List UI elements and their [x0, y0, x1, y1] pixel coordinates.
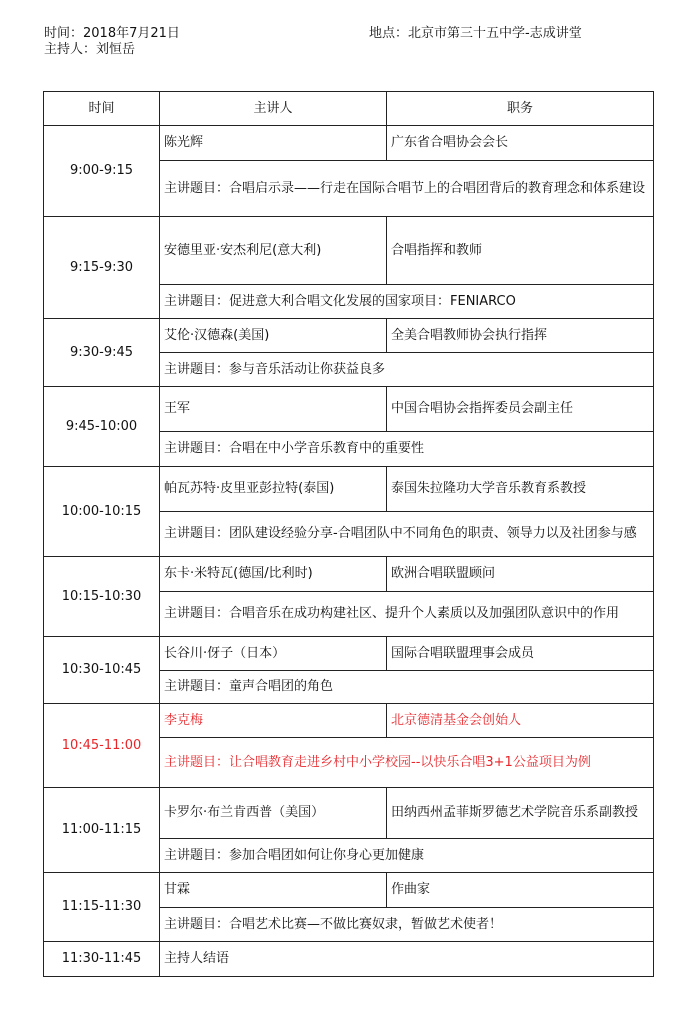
schedule-table — [43, 91, 654, 977]
session-time: 9:45-10:00 — [44, 387, 160, 467]
session-time: 10:45-11:00 — [44, 704, 160, 788]
session-speaker: 陈光辉 — [160, 126, 387, 161]
column-header-position: 职务 — [387, 92, 654, 126]
session-time: 9:30-9:45 — [44, 319, 160, 387]
session-position: 国际合唱联盟理事会成员 — [387, 637, 654, 671]
session-position: 泰国朱拉隆功大学音乐教育系教授 — [387, 467, 654, 512]
session-topic: 主讲题目：合唱启示录——行走在国际合唱节上的合唱团背后的教育理念和体系建设 — [160, 161, 654, 217]
header-row — [44, 92, 654, 126]
session-topic: 主讲题目：参与音乐活动让你获益良多 — [160, 353, 654, 387]
session-topic: 主讲题目：让合唱教育走进乡村中小学校园--以快乐合唱3+1公益项目为例 — [160, 738, 654, 788]
session-position: 中国合唱协会指挥委员会副主任 — [387, 387, 654, 432]
session-row-highlighted — [44, 704, 654, 738]
session-time: 10:00-10:15 — [44, 467, 160, 557]
session-position: 全美合唱教师协会执行指挥 — [387, 319, 654, 353]
session-speaker: 王军 — [160, 387, 387, 432]
session-speaker: 东卡·米特瓦(德国/比利时) — [160, 557, 387, 592]
session-row — [44, 788, 654, 839]
session-speaker: 卡罗尔·布兰肯西普（美国） — [160, 788, 387, 839]
session-time: 9:00-9:15 — [44, 126, 160, 217]
event-date: 时间：2018年7月21日 — [44, 26, 180, 41]
session-speaker: 安德里亚·安杰利尼(意大利) — [160, 217, 387, 285]
session-time: 11:15-11:30 — [44, 873, 160, 942]
closing-text: 主持人结语 — [160, 942, 654, 977]
closing-row — [44, 942, 654, 977]
session-position: 北京德清基金会创始人 — [387, 704, 654, 738]
column-header-speaker: 主讲人 — [160, 92, 387, 126]
session-row — [44, 873, 654, 908]
session-position: 广东省合唱协会会长 — [387, 126, 654, 161]
closing-time: 11:30-11:45 — [44, 942, 160, 977]
session-row — [44, 467, 654, 512]
session-speaker: 甘霖 — [160, 873, 387, 908]
column-header-time: 时间 — [44, 92, 160, 126]
session-row — [44, 126, 654, 161]
session-topic: 主讲题目：合唱在中小学音乐教育中的重要性 — [160, 432, 654, 467]
session-speaker: 长谷川·伢子（日本） — [160, 637, 387, 671]
session-topic: 主讲题目：童声合唱团的角色 — [160, 671, 654, 704]
session-topic: 主讲题目：团队建设经验分享-合唱团队中不同角色的职责、领导力以及社团参与感 — [160, 512, 654, 557]
session-row — [44, 217, 654, 285]
session-position: 欧洲合唱联盟顾问 — [387, 557, 654, 592]
session-time: 11:00-11:15 — [44, 788, 160, 873]
session-speaker: 帕瓦苏特·皮里亚彭拉特(泰国) — [160, 467, 387, 512]
session-row — [44, 387, 654, 432]
session-speaker: 艾伦·汉德森(美国) — [160, 319, 387, 353]
session-row — [44, 319, 654, 353]
event-location: 地点：北京市第三十五中学-志成讲堂 — [369, 26, 582, 41]
session-position: 田纳西州孟菲斯罗德艺术学院音乐系副教授 — [387, 788, 654, 839]
event-host: 主持人：刘恒岳 — [44, 42, 136, 57]
session-topic: 主讲题目：参加合唱团如何让你身心更加健康 — [160, 839, 654, 873]
session-row — [44, 557, 654, 592]
session-time: 10:30-10:45 — [44, 637, 160, 704]
session-topic: 主讲题目：合唱音乐在成功构建社区、提升个人素质以及加强团队意识中的作用 — [160, 592, 654, 637]
session-position: 作曲家 — [387, 873, 654, 908]
session-time: 9:15-9:30 — [44, 217, 160, 319]
session-time: 10:15-10:30 — [44, 557, 160, 637]
session-speaker: 李克梅 — [160, 704, 387, 738]
session-row — [44, 637, 654, 671]
session-position: 合唱指挥和教师 — [387, 217, 654, 285]
session-topic: 主讲题目：促进意大利合唱文化发展的国家项目：FENIARCO — [160, 285, 654, 319]
session-topic: 主讲题目：合唱艺术比赛—不做比赛奴隶，暂做艺术使者！ — [160, 908, 654, 942]
